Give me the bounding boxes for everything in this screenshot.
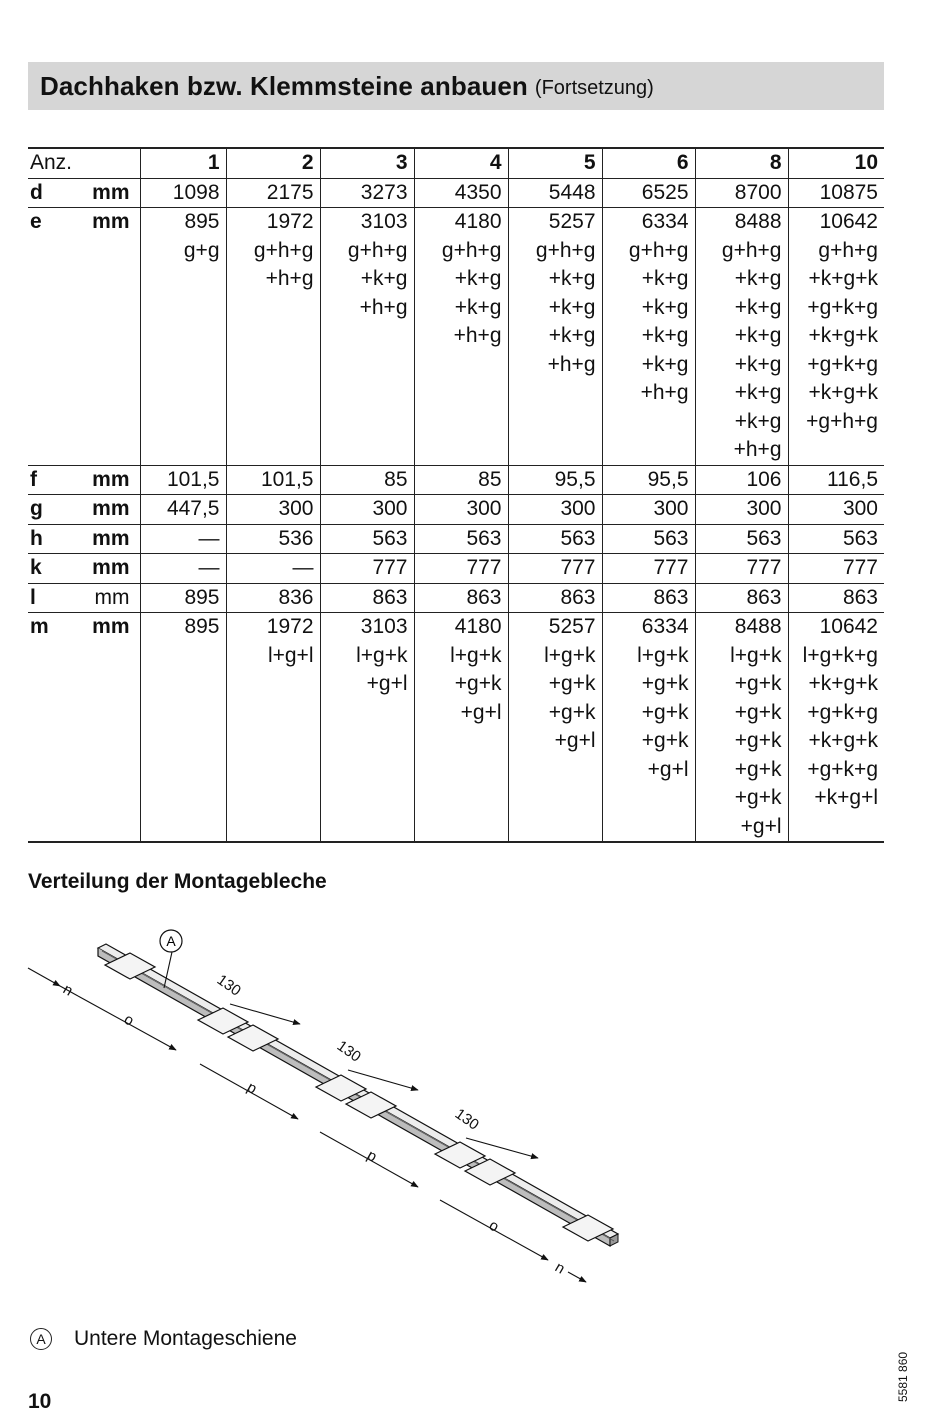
table-cell	[508, 554, 602, 584]
cell-line: g+h+g	[253, 238, 314, 262]
cell-line: 85	[384, 467, 408, 491]
table-row	[28, 495, 884, 525]
table-cell	[695, 178, 788, 208]
cell-line: +k+g	[641, 295, 689, 319]
dim-p-label-1: p	[244, 1078, 260, 1098]
cell-line: 5257	[548, 210, 596, 233]
cell-line: 3273	[360, 180, 408, 204]
cell-line: +k+g+k	[808, 672, 878, 695]
table-cell	[602, 613, 695, 843]
table-cell	[788, 583, 884, 613]
cell-line: +k+g	[734, 324, 782, 347]
table-cell	[788, 554, 884, 584]
table-header-row	[28, 148, 884, 178]
row-unit: mm	[83, 554, 140, 584]
cell-line: 95,5	[647, 467, 689, 491]
table-cell	[140, 178, 226, 208]
cell-line: 447,5	[166, 497, 220, 520]
cell-line: +g+k	[641, 700, 689, 724]
table-cell	[788, 465, 884, 495]
table-cell	[414, 554, 508, 584]
cell-line: l+g+k	[730, 643, 782, 667]
dimension-labels	[60, 971, 568, 1277]
cell-line: 6525	[641, 180, 689, 204]
cell-line: +g+k	[734, 757, 782, 781]
cell-line: +h+g	[453, 324, 502, 347]
table-cell	[695, 208, 788, 466]
table-cell	[414, 524, 508, 554]
table-cell	[695, 495, 788, 525]
cell-line: l+g+k	[356, 643, 408, 667]
cell-line: +g+k	[454, 672, 502, 695]
cell-line: 1098	[172, 180, 220, 204]
cell-line: +k+g+k	[808, 381, 878, 404]
table-header-count: 1	[140, 148, 226, 178]
row-unit: mm	[83, 524, 140, 554]
table-cell	[140, 208, 226, 466]
table-cell	[226, 583, 320, 613]
cell-line: 563	[842, 526, 878, 550]
cell-line: 777	[746, 556, 782, 579]
cell-line: 2175	[266, 180, 314, 204]
cell-line: +g+k	[734, 786, 782, 809]
table-cell	[140, 583, 226, 613]
row-label: g	[28, 495, 83, 525]
cell-line: 777	[560, 556, 596, 579]
row-label: k	[28, 554, 83, 584]
cell-line: 6334	[641, 210, 689, 233]
cell-line: 777	[653, 556, 689, 579]
callout-a-label: A	[166, 933, 176, 949]
cell-line: 10642	[819, 615, 878, 638]
cell-line: 563	[372, 526, 408, 550]
cell-line: +k+g	[454, 295, 502, 319]
table-cell	[508, 208, 602, 466]
cell-line: 300	[653, 497, 689, 520]
dim-130-label-1: 130	[213, 971, 244, 1000]
cell-line: +g+k+g	[807, 757, 878, 781]
table-cell	[140, 524, 226, 554]
cell-line: +g+k	[734, 729, 782, 752]
row-label: l	[28, 583, 83, 613]
cell-line: 300	[278, 497, 314, 520]
table-cell	[602, 465, 695, 495]
cell-line: +k+g+k	[808, 729, 878, 752]
cell-line: +k+g	[641, 267, 689, 290]
cell-line: 536	[278, 526, 314, 550]
legend	[30, 1327, 297, 1351]
table-cell	[226, 613, 320, 843]
cell-line: 895	[184, 615, 220, 638]
cell-line: +g+l	[460, 700, 502, 724]
table-cell	[320, 465, 414, 495]
table-cell	[320, 554, 414, 584]
row-label: m	[28, 613, 83, 843]
table-cell	[508, 524, 602, 554]
table-cell	[140, 554, 226, 584]
table-cell	[602, 495, 695, 525]
table-header-count: 8	[695, 148, 788, 178]
cell-line: 95,5	[554, 467, 596, 491]
cell-line: 863	[466, 585, 502, 609]
cell-line: +k+g	[734, 352, 782, 376]
cell-line: 10875	[819, 180, 878, 204]
section-header-bar	[28, 62, 884, 110]
cell-line: +g+l	[554, 729, 596, 752]
cell-line: 4350	[454, 180, 502, 204]
row-unit: mm	[83, 613, 140, 843]
table-cell	[695, 583, 788, 613]
cell-line: 1972	[266, 210, 314, 233]
table-row	[28, 583, 884, 613]
cell-line: 563	[653, 526, 689, 550]
cell-line: —	[198, 556, 220, 579]
cell-line: g+h+g	[721, 238, 782, 262]
table-cell	[414, 178, 508, 208]
table-header-count: 6	[602, 148, 695, 178]
cell-line: +k+g	[641, 324, 689, 347]
table-header-label: Anz.	[28, 148, 140, 178]
cell-line: 4180	[454, 615, 502, 638]
table-cell	[788, 208, 884, 466]
table-cell	[226, 178, 320, 208]
cell-line: +k+g+k	[808, 267, 878, 290]
cell-line: l+g+k	[544, 643, 596, 667]
cell-line: l+g+k	[637, 643, 689, 667]
row-unit: mm	[83, 178, 140, 208]
table-cell	[788, 524, 884, 554]
cell-line: 863	[842, 585, 878, 609]
table-row	[28, 465, 884, 495]
table-cell	[508, 495, 602, 525]
table-cell	[508, 583, 602, 613]
cell-line: 5448	[548, 180, 596, 204]
table-cell	[320, 524, 414, 554]
table-header-count: 4	[414, 148, 508, 178]
dim-n-label-1: n	[60, 980, 76, 1000]
cell-line: 101,5	[166, 467, 220, 491]
table-cell	[320, 495, 414, 525]
table-cell	[140, 613, 226, 843]
cell-line: g+h+g	[535, 238, 596, 262]
cell-line: 6334	[641, 615, 689, 638]
table-header-count: 5	[508, 148, 602, 178]
table-header-count: 10	[788, 148, 884, 178]
cell-line: 300	[842, 497, 878, 520]
cell-line: 10642	[819, 210, 878, 233]
table-cell	[140, 495, 226, 525]
dim-o-label-2: o	[486, 1216, 502, 1236]
cell-line: —	[198, 526, 220, 550]
cell-line: 836	[278, 585, 314, 609]
cell-line: 300	[466, 497, 502, 520]
cell-line: 4180	[454, 210, 502, 233]
table-cell	[140, 465, 226, 495]
table-cell	[226, 465, 320, 495]
row-label: e	[28, 208, 83, 466]
cell-line: +g+k	[548, 672, 596, 695]
mounting-plate-distribution-diagram	[20, 920, 640, 1310]
row-unit: mm	[83, 208, 140, 466]
table-cell	[414, 583, 508, 613]
cell-line: +k+g	[548, 267, 596, 290]
cell-line: 8488	[734, 615, 782, 638]
table-cell	[414, 465, 508, 495]
table-cell	[602, 583, 695, 613]
table-cell	[695, 524, 788, 554]
cell-line: +k+g+k	[808, 324, 878, 347]
cell-line: g+g	[183, 238, 220, 262]
cell-line: +g+l	[366, 672, 408, 695]
cell-line: +g+k	[641, 672, 689, 695]
cell-line: l+g+k	[450, 643, 502, 667]
cell-line: 1972	[266, 615, 314, 638]
cell-line: 777	[372, 556, 408, 579]
dim-130-label-3: 130	[451, 1105, 482, 1134]
cell-line: +g+k	[734, 700, 782, 724]
dim-130-label-2: 130	[333, 1037, 364, 1066]
table-cell	[788, 495, 884, 525]
cell-line: 8700	[734, 180, 782, 204]
cell-line: +h+g	[359, 295, 408, 319]
cell-line: g+h+g	[441, 238, 502, 262]
cell-line: 116,5	[827, 467, 878, 491]
table-row	[28, 554, 884, 584]
cell-line: +k+g	[360, 267, 408, 290]
dim-p-label-2: p	[364, 1146, 380, 1166]
row-label: h	[28, 524, 83, 554]
cell-line: 106	[746, 467, 782, 491]
document-number: 5581 860	[896, 1351, 910, 1402]
cell-line: +g+k	[548, 700, 596, 724]
cell-line: 300	[746, 497, 782, 520]
table-cell	[226, 554, 320, 584]
cell-line: +h+g	[265, 267, 314, 290]
cell-line: +g+l	[740, 814, 782, 838]
table-cell	[226, 495, 320, 525]
cell-line: g+h+g	[347, 238, 408, 262]
distribution-section-title: Verteilung der Montagebleche	[28, 870, 327, 893]
cell-line: 101,5	[260, 467, 314, 491]
table-row	[28, 524, 884, 554]
cell-line: 300	[372, 497, 408, 520]
dim-n-label-2: n	[552, 1258, 568, 1278]
legend-text: Untere Montageschiene	[74, 1327, 297, 1350]
cell-line: 895	[184, 585, 220, 609]
cell-line: 3103	[360, 615, 408, 638]
cell-line: +k+g	[641, 352, 689, 376]
table-cell	[602, 208, 695, 466]
page-number: 10	[28, 1390, 52, 1413]
cell-line: 777	[842, 556, 878, 579]
cell-line: 863	[746, 585, 782, 609]
table-cell	[602, 554, 695, 584]
row-unit: mm	[83, 465, 140, 495]
table-header-count: 2	[226, 148, 320, 178]
cell-line: 563	[466, 526, 502, 550]
table-cell	[508, 178, 602, 208]
row-unit: mm	[83, 583, 140, 613]
row-label: d	[28, 178, 83, 208]
cell-line: +k+g	[454, 267, 502, 290]
cell-line: 563	[746, 526, 782, 550]
cell-line: 5257	[548, 615, 596, 638]
table-cell	[320, 178, 414, 208]
table-cell	[226, 524, 320, 554]
cell-line: +h+g	[733, 438, 782, 461]
table-cell	[508, 465, 602, 495]
section-header-subtitle: (Fortsetzung)	[534, 76, 654, 99]
cell-line: +k+g	[548, 324, 596, 347]
table-cell	[320, 613, 414, 843]
cell-line: 8488	[734, 210, 782, 233]
cell-line: 777	[466, 556, 502, 579]
cell-line: +g+h+g	[806, 409, 878, 433]
cell-line: +g+k+g	[807, 700, 878, 724]
cell-line: +h+g	[547, 352, 596, 376]
cell-line: 863	[372, 585, 408, 609]
table-cell	[508, 613, 602, 843]
table-row	[28, 208, 884, 466]
legend-marker: A	[30, 1328, 52, 1350]
cell-line: +g+l	[647, 757, 689, 781]
dimension-table	[28, 147, 884, 843]
lower-mounting-rail	[98, 944, 618, 1246]
table-cell	[602, 178, 695, 208]
cell-line: g+h+g	[628, 238, 689, 262]
cell-line: 3103	[360, 210, 408, 233]
cell-line: 895	[184, 210, 220, 233]
table-cell	[695, 613, 788, 843]
table-cell	[788, 178, 884, 208]
cell-line: +k+g	[734, 381, 782, 404]
cell-line: +k+g+l	[814, 786, 878, 809]
cell-line: +k+g	[734, 267, 782, 290]
cell-line: g+h+g	[818, 238, 878, 262]
cell-line: +k+g	[548, 295, 596, 319]
cell-line: +h+g	[640, 381, 689, 404]
cell-line: +g+k	[641, 729, 689, 752]
cell-line: +g+k	[734, 672, 782, 695]
table-cell	[414, 495, 508, 525]
cell-line: 563	[560, 526, 596, 550]
table-cell	[414, 613, 508, 843]
cell-line: l+g+l	[267, 643, 314, 667]
table-cell	[320, 583, 414, 613]
table-cell	[788, 613, 884, 843]
dimension-lines	[28, 968, 586, 1282]
dim-o-label-1: o	[121, 1010, 137, 1030]
cell-line: 300	[560, 497, 596, 520]
table-row	[28, 178, 884, 208]
table-header-count: 3	[320, 148, 414, 178]
cell-line: +k+g	[734, 409, 782, 433]
cell-line: +k+g	[734, 295, 782, 319]
section-header-title: Dachhaken bzw. Klemmsteine anbauen	[40, 70, 528, 101]
row-unit: mm	[83, 495, 140, 525]
table-cell	[414, 208, 508, 466]
table-cell	[320, 208, 414, 466]
cell-line: 863	[653, 585, 689, 609]
row-label: f	[28, 465, 83, 495]
table-cell	[695, 554, 788, 584]
table-cell	[602, 524, 695, 554]
document-number-vertical	[886, 1330, 926, 1410]
cell-line: +g+k+g	[807, 295, 878, 319]
table-row	[28, 613, 884, 843]
cell-line: —	[292, 556, 314, 579]
cell-line: 85	[478, 467, 502, 491]
cell-line: l+g+k+g	[802, 643, 878, 667]
table-cell	[695, 465, 788, 495]
table-cell	[226, 208, 320, 466]
cell-line: 863	[560, 585, 596, 609]
cell-line: +g+k+g	[807, 352, 878, 376]
